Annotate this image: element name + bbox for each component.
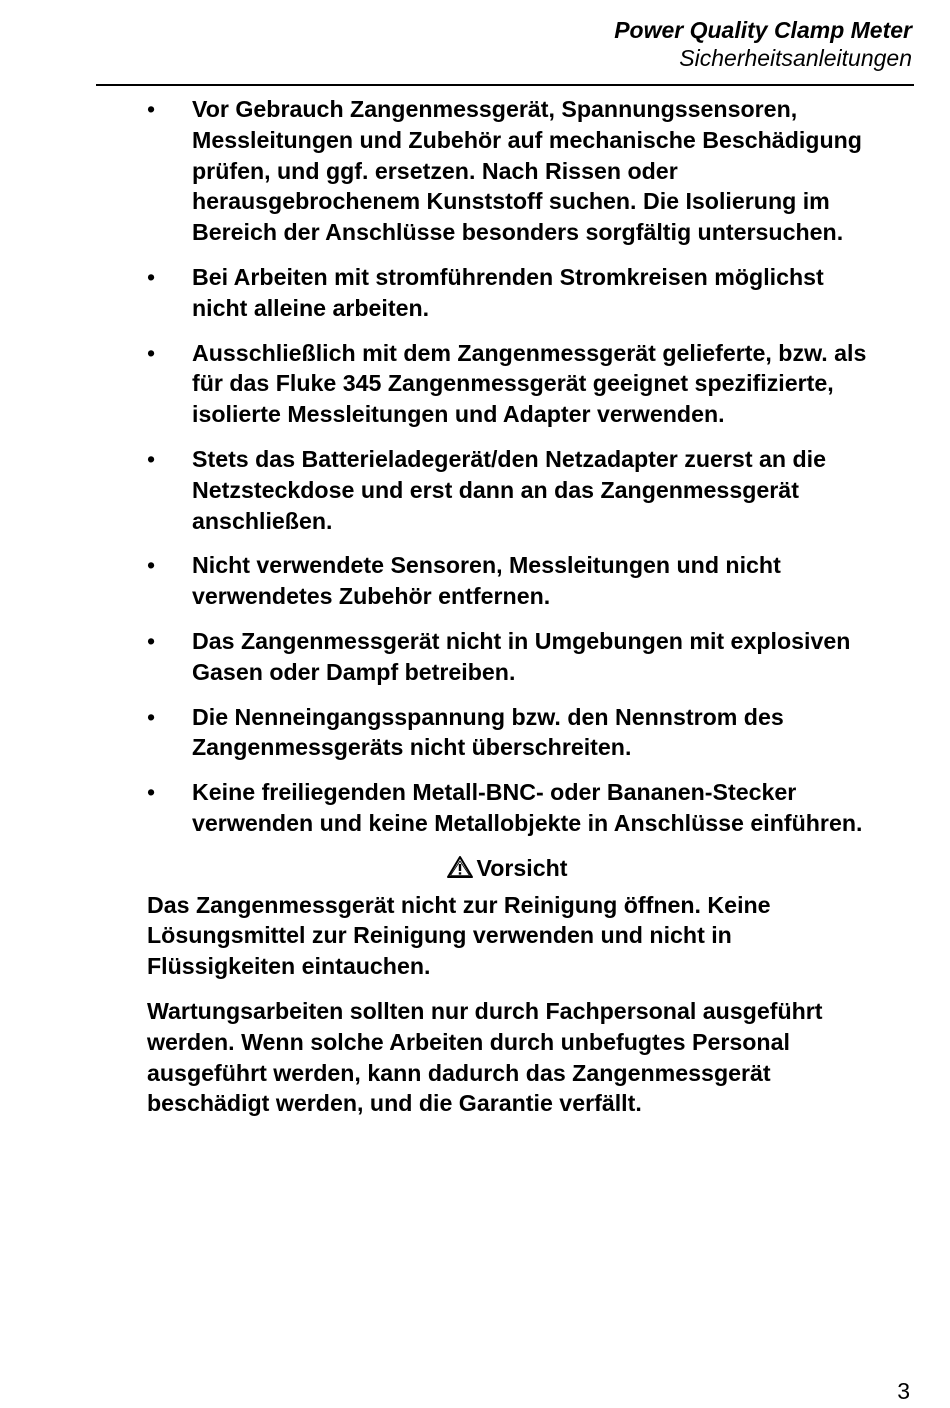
list-item xyxy=(147,550,867,612)
list-item xyxy=(147,702,867,764)
page-number: 3 xyxy=(897,1378,910,1404)
caution-heading xyxy=(147,853,867,884)
list-item xyxy=(147,777,867,839)
bullet-icon: • xyxy=(147,339,156,366)
page-header xyxy=(614,16,912,72)
bullet-icon: • xyxy=(147,552,156,579)
warning-triangle-icon xyxy=(446,855,474,879)
caution-paragraph: Wartungsarbeiten sollten nur durch Fachpersonal ausgeführt werden. Wenn solche Arbeiten durch unbefugtes Personal ausgeführt werden, kann dadurch das Zangenmessgerät beschädigt werden, und die Garantie verfällt. xyxy=(147,997,823,1117)
caution-heading-text: Vorsicht xyxy=(476,854,568,881)
list-item-text: Vor Gebrauch Zangenmessgerät, Spannungssensoren, Messleitungen und Zubehör auf mechanische Beschädigung prüfen, und ggf. ersetzen. Nach Rissen oder herausgebrochenem Kunststoff suchen. Die Isolierung im Bereich der Anschlüsse besonders sorgfältig untersuchen. xyxy=(192,96,862,246)
list-item xyxy=(147,626,867,688)
bullet-icon: • xyxy=(147,263,156,290)
bullet-icon: • xyxy=(147,96,156,122)
list-item xyxy=(147,444,867,536)
header-title: Power Quality Clamp Meter xyxy=(614,17,912,43)
list-item-text: Stets das Batterieladegerät/den Netzadapter zuerst an die Netzsteckdose und erst dann an das Zangenmessgerät anschließen. xyxy=(192,445,826,534)
list-item-text: Ausschließlich mit dem Zangenmessgerät gelieferte, bzw. als für das Fluke 345 Zangenmessgerät geeignet spezifizierte, isolierte Messleitungen und Adapter verwenden. xyxy=(192,339,867,428)
caution-paragraph: Das Zangenmessgerät nicht zur Reinigung öffnen. Keine Lösungsmittel zur Reinigung verwenden und nicht in Flüssigkeiten eintauchen. xyxy=(147,891,771,980)
bullet-icon: • xyxy=(147,779,156,806)
header-divider xyxy=(96,84,914,86)
list-item xyxy=(147,262,867,324)
bullet-icon: • xyxy=(147,703,156,730)
safety-instructions-list xyxy=(147,94,867,839)
header-subtitle: Sicherheitsanleitungen xyxy=(679,45,912,71)
list-item xyxy=(147,338,867,430)
page-content xyxy=(147,94,867,1133)
list-item xyxy=(147,94,867,248)
list-item-text: Keine freiliegenden Metall-BNC- oder Bananen-Stecker verwenden und keine Metallobjekte in Anschlüsse einführen. xyxy=(192,779,863,836)
bullet-icon: • xyxy=(147,627,156,654)
list-item-text: Das Zangenmessgerät nicht in Umgebungen mit explosiven Gasen oder Dampf betreiben. xyxy=(192,627,851,685)
list-item-text: Nicht verwendete Sensoren, Messleitungen und nicht verwendetes Zubehör entfernen. xyxy=(192,552,781,610)
list-item-text: Die Nenneingangsspannung bzw. den Nennstrom des Zangenmessgeräts nicht überschreiten. xyxy=(192,703,784,761)
list-item-text: Bei Arbeiten mit stromführenden Stromkreisen möglichst nicht alleine arbeiten. xyxy=(192,263,824,321)
bullet-icon: • xyxy=(147,445,156,472)
